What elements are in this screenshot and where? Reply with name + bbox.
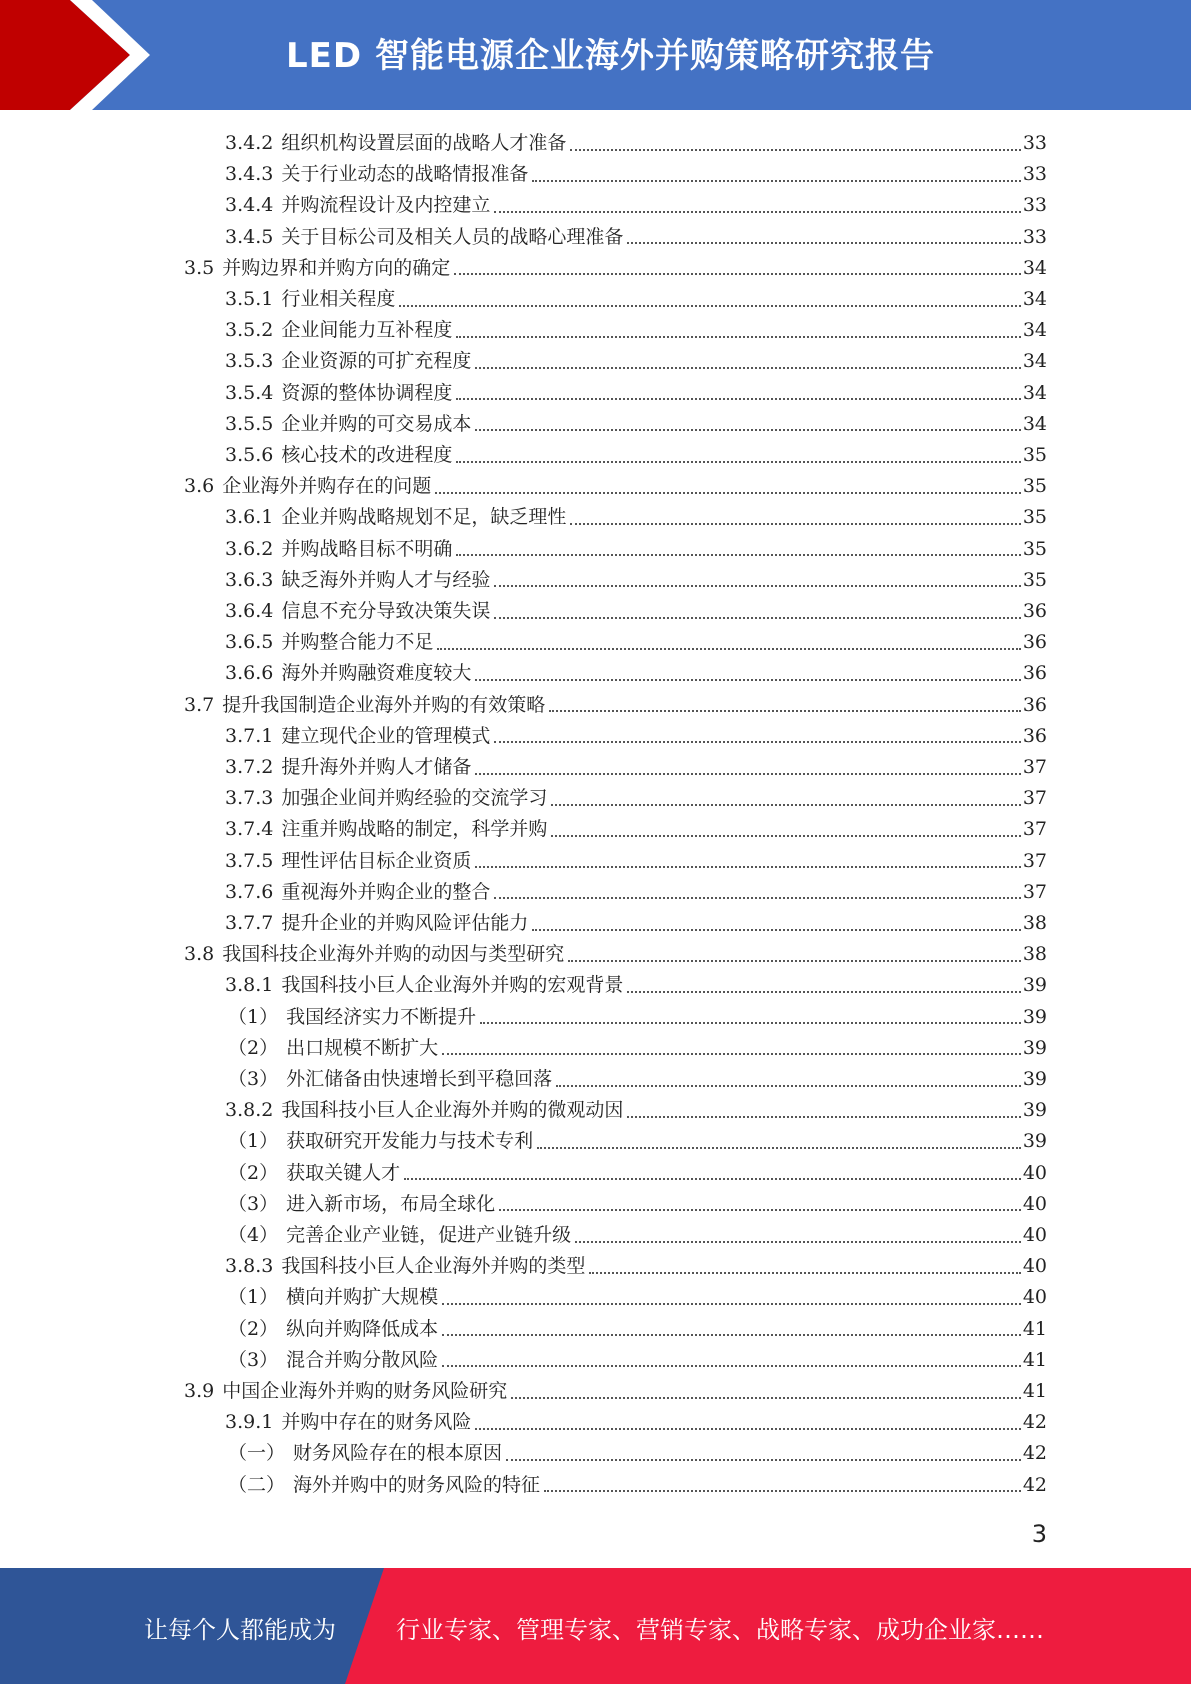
toc-entry-title: 建立现代企业的管理模式	[281, 724, 491, 747]
toc-entry-page: 35	[1022, 537, 1047, 560]
toc-entry-number: （3）	[228, 1192, 279, 1215]
toc-entry-title: 关于行业动态的战略情报准备	[281, 163, 529, 186]
toc-entry-page: 35	[1022, 506, 1047, 529]
toc-entry-number: （3）	[228, 1348, 279, 1371]
toc-dot-leader	[399, 305, 1020, 307]
toc-entry-title: 并购整合能力不足	[281, 631, 434, 654]
toc-entry-page: 38	[1022, 943, 1047, 966]
footer-slogan-left: 让每个人都能成为	[144, 1616, 336, 1644]
toc-entry-page: 40	[1022, 1224, 1047, 1246]
toc-dot-leader	[511, 1397, 1021, 1399]
toc-entry-title: 海外并购融资难度较大	[281, 662, 472, 685]
toc-entry[interactable]	[225, 346, 1047, 377]
toc-dot-leader	[442, 1365, 1021, 1367]
toc-entry[interactable]	[228, 1064, 1047, 1095]
toc-entry-number: 3.4.2	[225, 132, 274, 154]
toc-dot-leader	[551, 804, 1020, 806]
toc-entry-title: 组织机构设置层面的战略人才准备	[281, 132, 567, 154]
toc-entry-title: 企业并购战略规划不足，缺乏理性	[281, 506, 567, 529]
toc-entry-title: 横向并购扩大规模	[286, 1286, 439, 1309]
toc-entry-title: 并购中存在的财务风险	[281, 1411, 472, 1434]
toc-entry-title: 混合并购分散风险	[286, 1348, 439, 1371]
toc-dot-leader	[454, 273, 1021, 275]
toc-entry[interactable]	[228, 1220, 1047, 1251]
toc-entry-page: 40	[1022, 1161, 1047, 1184]
toc-entry-page: 34	[1022, 412, 1047, 435]
toc-entry[interactable]	[228, 1126, 1047, 1157]
toc-entry-number: 3.7.4	[225, 818, 274, 841]
toc-entry-number: 3.5.5	[225, 412, 274, 435]
toc-entry-title: 中国企业海外并购的财务风险研究	[222, 1380, 508, 1402]
toc-entry-title: 获取研究开发能力与技术专利	[286, 1130, 534, 1153]
toc-entry[interactable]	[228, 1189, 1047, 1220]
toc-entry-number: （1）	[228, 1130, 279, 1153]
toc-entry-page: 34	[1022, 256, 1047, 279]
toc-entry-title: 我国经济实力不断提升	[286, 1005, 477, 1028]
toc-entry-number: 3.4.4	[225, 194, 274, 217]
toc-entry-number: 3.5.6	[225, 444, 274, 466]
toc-dot-leader	[475, 773, 1020, 775]
toc-dot-leader	[456, 398, 1020, 400]
toc-entry[interactable]	[225, 1251, 1047, 1282]
toc-entry-title: 缺乏海外并购人才与经验	[281, 568, 491, 591]
toc-entry-page: 37	[1022, 818, 1047, 841]
toc-entry-number: 3.7.3	[225, 787, 274, 810]
toc-entry[interactable]	[225, 752, 1047, 783]
toc-entry-page: 36	[1022, 693, 1047, 716]
toc-entry-number: 3.8.1	[225, 974, 274, 997]
toc-entry-page: 39	[1022, 1036, 1047, 1059]
toc-dot-leader	[506, 1459, 1021, 1461]
toc-dot-leader	[442, 1053, 1021, 1055]
toc-entry[interactable]	[225, 222, 1047, 253]
toc-entry-page: 39	[1022, 1068, 1047, 1090]
toc-dot-leader	[627, 991, 1020, 993]
toc-entry-title: 行业相关程度	[281, 288, 396, 310]
toc-entry-number: 3.6.5	[225, 631, 274, 654]
toc-entry-title: 完善企业产业链，促进产业链升级	[286, 1224, 572, 1246]
toc-entry-page: 35	[1022, 568, 1047, 591]
toc-entry-title: 外汇储备由快速增长到平稳回落	[286, 1068, 553, 1090]
toc-dot-leader	[499, 1209, 1021, 1211]
toc-entry[interactable]	[225, 783, 1047, 814]
toc-entry-number: 3.5.1	[225, 288, 274, 310]
toc-entry-title: 提升我国制造企业海外并购的有效策略	[222, 693, 546, 716]
toc-dot-leader	[532, 180, 1020, 182]
toc-entry-number: （2）	[228, 1317, 279, 1340]
toc-entry-number: （2）	[228, 1036, 279, 1059]
toc-entry-number: 3.6.4	[225, 600, 274, 622]
toc-entry-number: 3.6.3	[225, 568, 274, 591]
toc-dot-leader	[475, 866, 1020, 868]
toc-entry-number: 3.5	[184, 256, 215, 279]
toc-entry-number: 3.6.2	[225, 537, 274, 560]
toc-entry-page: 40	[1022, 1255, 1047, 1278]
toc-entry-page: 39	[1022, 1005, 1047, 1028]
toc-dot-leader	[435, 492, 1021, 494]
footer-slogan-right: 行业专家、管理专家、营销专家、战略专家、成功企业家……	[396, 1616, 1044, 1644]
toc-dot-leader	[589, 1272, 1020, 1274]
toc-entry-title: 我国科技小巨人企业海外并购的微观动因	[281, 1099, 624, 1122]
toc-entry[interactable]	[225, 284, 1047, 315]
toc-entry-title: 核心技术的改进程度	[281, 444, 453, 466]
toc-entry[interactable]	[225, 970, 1047, 1001]
toc-entry[interactable]	[228, 1002, 1047, 1033]
toc-entry-page: 39	[1022, 974, 1047, 997]
toc-dot-leader	[456, 336, 1020, 338]
toc-entry[interactable]	[225, 565, 1047, 596]
toc-entry-title: 并购战略目标不明确	[281, 537, 453, 560]
toc-entry[interactable]	[225, 908, 1047, 939]
toc-entry-title: 并购流程设计及内控建立	[281, 194, 491, 217]
toc-entry-number: 3.6	[184, 475, 215, 498]
toc-dot-leader	[456, 554, 1020, 556]
toc-entry-page: 39	[1022, 1130, 1047, 1153]
toc-entry-number: 3.6.6	[225, 662, 274, 685]
toc-entry-title: 企业海外并购存在的问题	[222, 475, 432, 498]
toc-entry-title: 重视海外并购企业的整合	[281, 880, 491, 903]
toc-entry-title: 并购边界和并购方向的确定	[222, 256, 451, 279]
toc-entry-page: 40	[1022, 1286, 1047, 1309]
toc-entry-page: 41	[1022, 1317, 1047, 1340]
toc-entry-page: 34	[1022, 381, 1047, 404]
toc-entry-title: 理性评估目标企业资质	[281, 849, 472, 872]
toc-entry-page: 36	[1022, 662, 1047, 685]
toc-dot-leader	[532, 929, 1020, 931]
toc-entry-title: 企业资源的可扩充程度	[281, 350, 472, 373]
toc-entry-number: 3.7.2	[225, 756, 274, 778]
toc-entry[interactable]	[225, 877, 1047, 908]
toc-entry[interactable]	[225, 190, 1047, 221]
toc-entry[interactable]	[225, 409, 1047, 440]
toc-entry-title: 提升海外并购人才储备	[281, 756, 472, 778]
toc-entry-page: 33	[1022, 163, 1047, 186]
toc-entry[interactable]	[228, 1314, 1047, 1345]
toc-entry[interactable]	[225, 534, 1047, 565]
toc-entry-page: 34	[1022, 350, 1047, 373]
toc-entry[interactable]	[225, 721, 1047, 752]
toc-entry[interactable]	[225, 627, 1047, 658]
toc-entry-number: （4）	[228, 1224, 279, 1246]
toc-entry-page: 37	[1022, 787, 1047, 810]
toc-entry[interactable]	[225, 596, 1047, 627]
toc-entry-number: （2）	[228, 1161, 279, 1184]
toc-dot-leader	[549, 710, 1021, 712]
toc-dot-leader	[556, 1085, 1021, 1087]
toc-entry-page: 36	[1022, 631, 1047, 654]
toc-entry[interactable]	[225, 128, 1047, 159]
toc-entry-title: 出口规模不断扩大	[286, 1036, 439, 1059]
toc-entry-number: 3.7.5	[225, 849, 274, 872]
toc-dot-leader	[494, 617, 1020, 619]
toc-entry-number: 3.7.1	[225, 724, 274, 747]
toc-entry-page: 35	[1022, 444, 1047, 466]
toc-entry-number: 3.7.6	[225, 880, 274, 903]
toc-dot-leader	[627, 242, 1020, 244]
toc-entry-number: （3）	[228, 1068, 279, 1090]
toc-entry-number: 3.4.5	[225, 225, 274, 248]
toc-dot-leader	[475, 1428, 1020, 1430]
toc-entry[interactable]	[225, 814, 1047, 845]
toc-entry-number: 3.6.1	[225, 506, 274, 529]
toc-dot-leader	[544, 1490, 1021, 1492]
toc-entry[interactable]	[225, 846, 1047, 877]
toc-entry-title: 我国科技小巨人企业海外并购的类型	[281, 1255, 586, 1278]
toc-dot-leader	[475, 429, 1020, 431]
toc-entry[interactable]	[225, 378, 1047, 409]
toc-entry-title: 加强企业间并购经验的交流学习	[281, 787, 548, 810]
toc-entry-page: 34	[1022, 319, 1047, 342]
toc-entry-page: 40	[1022, 1192, 1047, 1215]
toc-entry-page: 33	[1022, 132, 1047, 154]
toc-entry-title: 我国科技企业海外并购的动因与类型研究	[222, 943, 565, 966]
toc-entry[interactable]	[184, 939, 1047, 970]
toc-dot-leader	[442, 1303, 1021, 1305]
toc-entry[interactable]	[228, 1345, 1047, 1376]
toc-entry-title: 进入新市场，布局全球化	[286, 1192, 496, 1215]
toc-entry-number: 3.7.7	[225, 912, 274, 934]
toc-entry-number: 3.4.3	[225, 163, 274, 186]
toc-entry-page: 33	[1022, 194, 1047, 217]
toc-entry-title: 信息不充分导致决策失误	[281, 600, 491, 622]
toc-entry-title: 资源的整体协调程度	[281, 381, 453, 404]
toc-entry[interactable]	[228, 1470, 1047, 1501]
toc-entry-number: 3.8.2	[225, 1099, 274, 1122]
toc-entry-title: 企业间能力互补程度	[281, 319, 453, 342]
toc-entry-number: （二）	[228, 1473, 286, 1496]
toc-entry-title: 提升企业的并购风险评估能力	[281, 912, 529, 934]
toc-dot-leader	[551, 835, 1020, 837]
toc-dot-leader	[537, 1147, 1021, 1149]
toc-entry[interactable]	[228, 1282, 1047, 1313]
toc-dot-leader	[404, 1178, 1021, 1180]
toc-entry-page: 35	[1022, 475, 1047, 498]
toc-entry[interactable]	[225, 440, 1047, 471]
toc-entry[interactable]	[225, 658, 1047, 689]
toc-entry-page: 41	[1022, 1348, 1047, 1371]
toc-entry-number: 3.7	[184, 693, 215, 716]
toc-entry-page: 42	[1022, 1442, 1047, 1465]
toc-entry-title: 企业并购的可交易成本	[281, 412, 472, 435]
toc-entry-title: 海外并购中的财务风险的特征	[293, 1473, 541, 1496]
toc-entry[interactable]	[228, 1438, 1047, 1469]
toc-entry-page: 42	[1022, 1411, 1047, 1434]
toc-dot-leader	[570, 149, 1020, 151]
toc-entry[interactable]	[184, 253, 1047, 284]
toc-dot-leader	[627, 1116, 1020, 1118]
toc-entry-number: 3.5.4	[225, 381, 274, 404]
toc-entry[interactable]	[225, 1407, 1047, 1438]
toc-dot-leader	[475, 679, 1020, 681]
toc-dot-leader	[475, 367, 1020, 369]
toc-entry-page: 38	[1022, 912, 1047, 934]
toc-entry-page: 33	[1022, 225, 1047, 248]
toc-entry[interactable]	[184, 1376, 1047, 1407]
toc-entry-title: 我国科技小巨人企业海外并购的宏观背景	[281, 974, 624, 997]
toc-entry[interactable]	[228, 1033, 1047, 1064]
toc-entry[interactable]	[225, 502, 1047, 533]
toc-entry[interactable]	[225, 315, 1047, 346]
toc-entry[interactable]	[184, 690, 1047, 721]
toc-entry-page: 34	[1022, 288, 1047, 310]
toc-dot-leader	[568, 960, 1021, 962]
toc-entry-number: 3.5.3	[225, 350, 274, 373]
toc-entry-number: 3.8.3	[225, 1255, 274, 1278]
toc-entry-title: 获取关键人才	[286, 1161, 401, 1184]
toc-entry-page: 37	[1022, 880, 1047, 903]
toc-entry[interactable]	[184, 471, 1047, 502]
toc-entry-number: 3.9	[184, 1380, 215, 1402]
page-footer	[0, 1568, 1191, 1684]
toc-entry-page: 37	[1022, 756, 1047, 778]
toc-entry-number: （1）	[228, 1286, 279, 1309]
toc-entry[interactable]	[225, 1095, 1047, 1126]
page-number: 3	[1031, 1520, 1047, 1548]
toc-entry[interactable]	[225, 159, 1047, 190]
toc-entry[interactable]	[228, 1158, 1047, 1189]
toc-entry-title: 注重并购战略的制定，科学并购	[281, 818, 548, 841]
toc-entry-page: 36	[1022, 600, 1047, 622]
toc-dot-leader	[437, 648, 1020, 650]
toc-entry-page: 37	[1022, 849, 1047, 872]
toc-entry-number: （1）	[228, 1005, 279, 1028]
toc-entry-title: 纵向并购降低成本	[286, 1317, 439, 1340]
report-title: LED 智能电源企业海外并购策略研究报告	[286, 36, 935, 76]
toc-dot-leader	[456, 461, 1020, 463]
toc-entry-number: 3.5.2	[225, 319, 274, 342]
toc-dot-leader	[494, 211, 1020, 213]
toc-dot-leader	[480, 1022, 1021, 1024]
toc-entry-page: 39	[1022, 1099, 1047, 1122]
toc-entry-page: 36	[1022, 724, 1047, 747]
toc-entry-number: 3.9.1	[225, 1411, 274, 1434]
toc-entry-page: 42	[1022, 1473, 1047, 1496]
toc-dot-leader	[494, 741, 1020, 743]
page-header	[0, 0, 1191, 110]
toc-dot-leader	[575, 1241, 1021, 1243]
toc-dot-leader	[570, 523, 1020, 525]
toc-entry-number: （一）	[228, 1442, 286, 1465]
toc-entry-page: 41	[1022, 1380, 1047, 1402]
toc-entry-title: 关于目标公司及相关人员的战略心理准备	[281, 225, 624, 248]
toc-entry-number: 3.8	[184, 943, 215, 966]
toc-dot-leader	[442, 1334, 1021, 1336]
toc-entry-title: 财务风险存在的根本原因	[293, 1442, 503, 1465]
toc-dot-leader	[494, 585, 1020, 587]
toc-dot-leader	[494, 897, 1020, 899]
